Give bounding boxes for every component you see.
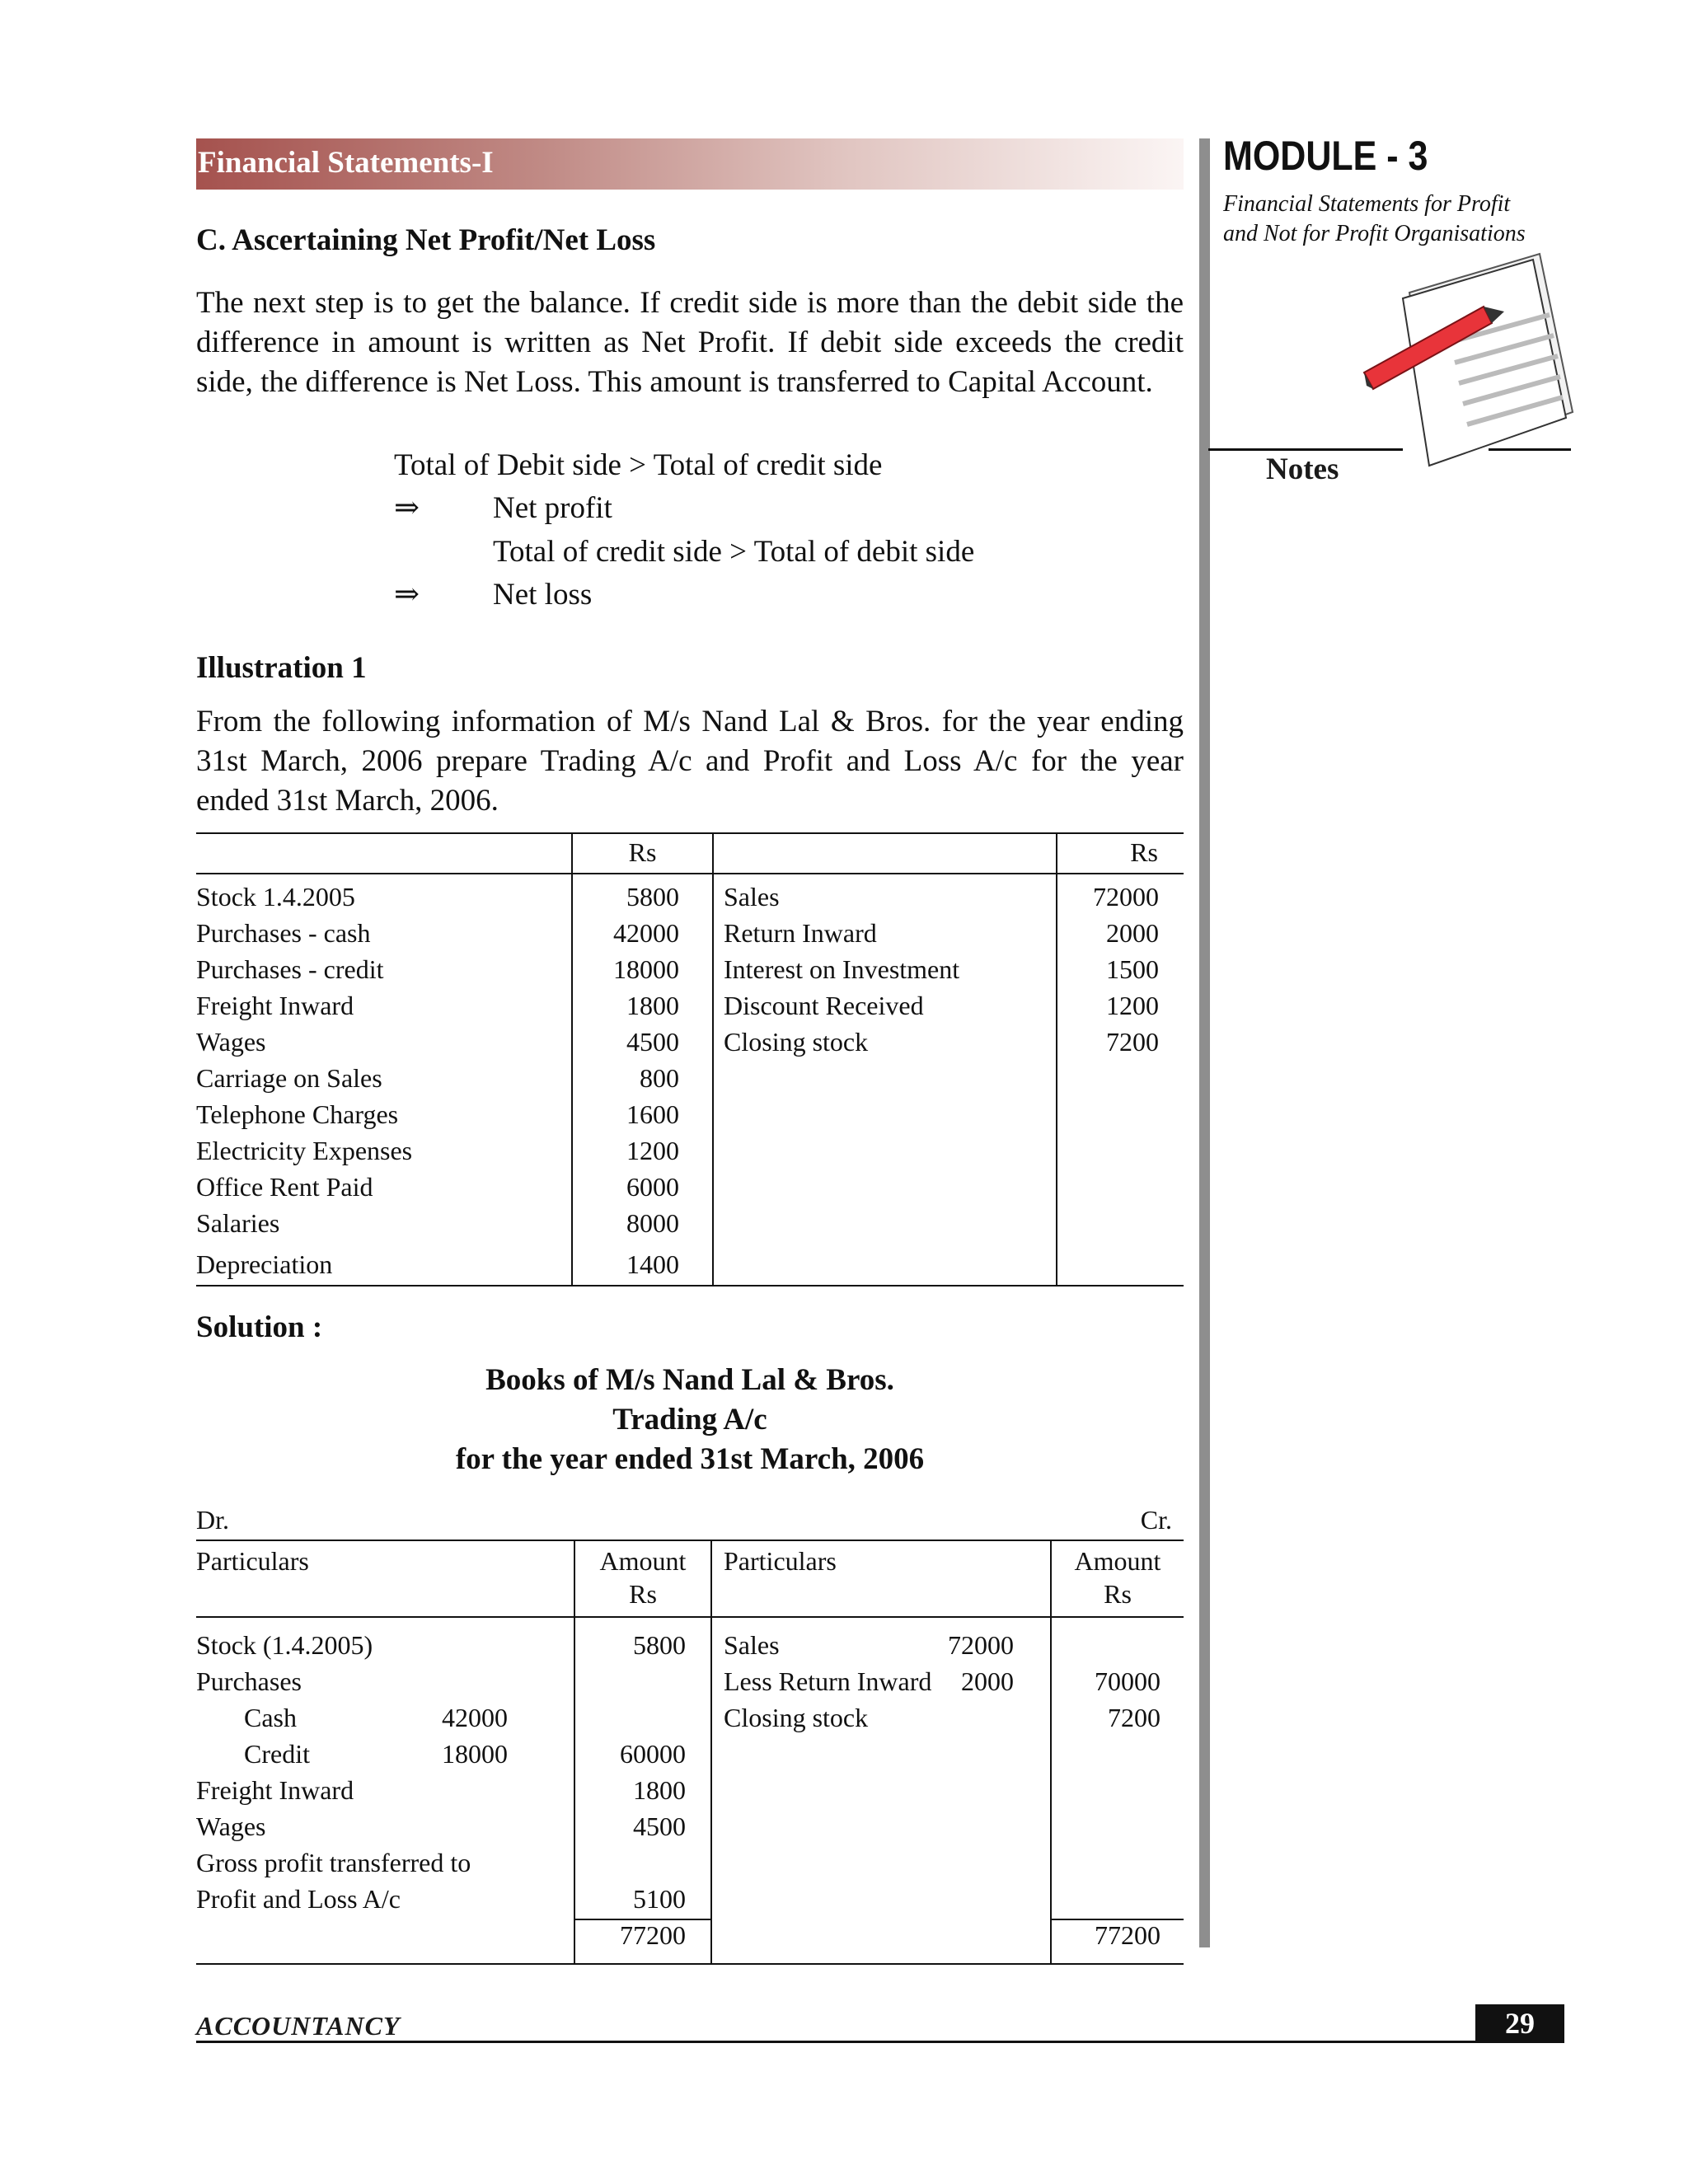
left-item-label: Purchases - credit xyxy=(196,954,384,984)
debit-label: Dr. xyxy=(196,1505,229,1535)
left-item-amount: 1600 xyxy=(626,1099,679,1129)
illustration-paragraph: From the following information of M/s Nand Lal & Bros. for the year ending 31st March, 2006 prepare Trading A/c and Profit and Loss A/c for the year ended 31st March, 2006. xyxy=(196,705,1184,818)
rule-credit-greater: Total of credit side > Total of debit side xyxy=(493,535,975,569)
table-col-rule xyxy=(1056,832,1057,1286)
wages-amount: 4500 xyxy=(633,1811,686,1841)
left-item-label: Salaries xyxy=(196,1208,280,1238)
arrow-symbol: ⇒ xyxy=(394,491,420,525)
freight-inward-amount: 1800 xyxy=(633,1775,686,1805)
left-item-label: Carriage on Sales xyxy=(196,1063,382,1093)
purchases-credit-amount: 18000 xyxy=(442,1739,508,1769)
trading-header-rule xyxy=(196,1616,1184,1618)
right-item-amount: 72000 xyxy=(1093,882,1159,912)
module-subtitle-line-1: Financial Statements for Profit xyxy=(1223,191,1511,217)
left-item-amount: 4500 xyxy=(626,1027,679,1057)
table-col-rule xyxy=(571,832,573,1286)
left-item-label: Office Rent Paid xyxy=(196,1172,373,1202)
page-number: 29 xyxy=(1475,2004,1564,2042)
right-item-amount: 1500 xyxy=(1106,954,1159,984)
header-rs-left: Rs xyxy=(628,837,657,867)
module-subtitle-line-2: and Not for Profit Organisations xyxy=(1223,221,1526,246)
col-particulars-credit: Particulars xyxy=(724,1546,837,1576)
left-item-amount: 18000 xyxy=(613,954,679,984)
left-item-label: Depreciation xyxy=(196,1249,333,1279)
col-particulars-debit: Particulars xyxy=(196,1546,309,1576)
gross-profit-label-line2: Profit and Loss A/c xyxy=(196,1884,401,1914)
trading-col-rule xyxy=(710,1540,712,1964)
margin-bar xyxy=(1199,138,1210,1947)
right-item-label: Closing stock xyxy=(724,1027,869,1057)
freight-inward-label: Freight Inward xyxy=(196,1775,354,1805)
left-item-label: Stock 1.4.2005 xyxy=(196,882,355,912)
left-item-label: Freight Inward xyxy=(196,991,354,1020)
right-item-label: Sales xyxy=(724,882,780,912)
gross-profit-amount: 5100 xyxy=(633,1884,686,1914)
left-item-label: Purchases - cash xyxy=(196,918,371,948)
left-item-amount: 800 xyxy=(640,1063,679,1093)
less-return-inward-label: Less Return Inward xyxy=(724,1666,932,1696)
solution-heading: Solution : xyxy=(196,1310,323,1344)
result-net-loss: Net loss xyxy=(493,578,593,612)
less-return-inward-amount: 2000 xyxy=(961,1666,1014,1696)
trading-bottom-rule xyxy=(196,1963,1184,1965)
right-item-amount: 2000 xyxy=(1106,918,1159,948)
sales-label: Sales xyxy=(724,1630,780,1660)
left-item-amount: 8000 xyxy=(626,1208,679,1238)
wages-label: Wages xyxy=(196,1811,266,1841)
left-item-amount: 6000 xyxy=(626,1172,679,1202)
purchases-total-amount: 60000 xyxy=(620,1739,686,1769)
col-amount-debit: Amount xyxy=(599,1546,687,1576)
period-title: for the year ended 31st March, 2006 xyxy=(455,1442,925,1476)
purchases-cash-amount: 42000 xyxy=(442,1703,508,1732)
result-net-profit: Net profit xyxy=(493,491,612,525)
purchases-cash-label: Cash xyxy=(244,1703,297,1732)
chapter-title: Financial Statements-I xyxy=(198,146,494,180)
section-paragraph: The next step is to get the balance. If credit side is more than the debit side the difference in amount is written as Net Profit. If debit side exceeds the credit side, the difference is Net Loss. This amount is transferred to Capital Account. xyxy=(196,286,1184,399)
left-item-label: Wages xyxy=(196,1027,266,1057)
illustration-heading: Illustration 1 xyxy=(196,651,367,685)
debit-total: 77200 xyxy=(620,1920,686,1950)
right-item-label: Interest on Investment xyxy=(724,954,960,984)
sales-amount: 72000 xyxy=(948,1630,1014,1660)
footer-rule xyxy=(196,2041,1564,2043)
col-rs-debit: Rs xyxy=(629,1579,657,1609)
module-subtitle xyxy=(1223,190,1526,249)
rule-debit-greater: Total of Debit side > Total of credit side xyxy=(394,448,883,482)
net-sales-amount: 70000 xyxy=(1095,1666,1160,1696)
section-heading: C. Ascertaining Net Profit/Net Loss xyxy=(196,223,656,257)
right-item-amount: 1200 xyxy=(1106,991,1159,1020)
left-item-amount: 1800 xyxy=(626,991,679,1020)
closing-stock-label: Closing stock xyxy=(724,1703,869,1732)
header-rs-right: Rs xyxy=(1130,837,1158,867)
left-item-label: Electricity Expenses xyxy=(196,1136,413,1165)
notes-label: Notes xyxy=(1266,452,1339,486)
notes-rule-left xyxy=(1208,448,1403,451)
table-header-rule xyxy=(196,873,1184,874)
left-item-amount: 1400 xyxy=(626,1249,679,1279)
col-rs-credit: Rs xyxy=(1104,1579,1132,1609)
closing-stock-amount: 7200 xyxy=(1108,1703,1160,1732)
left-item-amount: 1200 xyxy=(626,1136,679,1165)
module-title: MODULE - 3 xyxy=(1223,133,1428,179)
left-item-amount: 42000 xyxy=(613,918,679,948)
right-item-amount: 7200 xyxy=(1106,1027,1159,1057)
footer-subject: ACCOUNTANCY xyxy=(196,2011,401,2041)
credit-label: Cr. xyxy=(1140,1505,1172,1535)
credit-total: 77200 xyxy=(1095,1920,1160,1950)
table-col-rule xyxy=(712,832,714,1286)
right-item-label: Discount Received xyxy=(724,991,924,1020)
left-item-label: Telephone Charges xyxy=(196,1099,399,1129)
trading-top-rule xyxy=(196,1540,1184,1541)
chapter-banner xyxy=(196,138,1184,190)
account-title: Trading A/c xyxy=(612,1403,767,1436)
right-item-label: Return Inward xyxy=(724,918,877,948)
col-amount-credit: Amount xyxy=(1074,1546,1161,1576)
left-item-amount: 5800 xyxy=(626,882,679,912)
arrow-symbol: ⇒ xyxy=(394,578,420,612)
opening-stock-label: Stock (1.4.2005) xyxy=(196,1630,373,1660)
gross-profit-label-line1: Gross profit transferred to xyxy=(196,1848,471,1877)
opening-stock-amount: 5800 xyxy=(633,1630,686,1660)
purchases-label: Purchases xyxy=(196,1666,302,1696)
notes-rule-right xyxy=(1489,448,1571,451)
table-bottom-rule xyxy=(196,1285,1184,1286)
books-title: Books of M/s Nand Lal & Bros. xyxy=(485,1363,894,1397)
purchases-credit-label: Credit xyxy=(244,1739,310,1769)
